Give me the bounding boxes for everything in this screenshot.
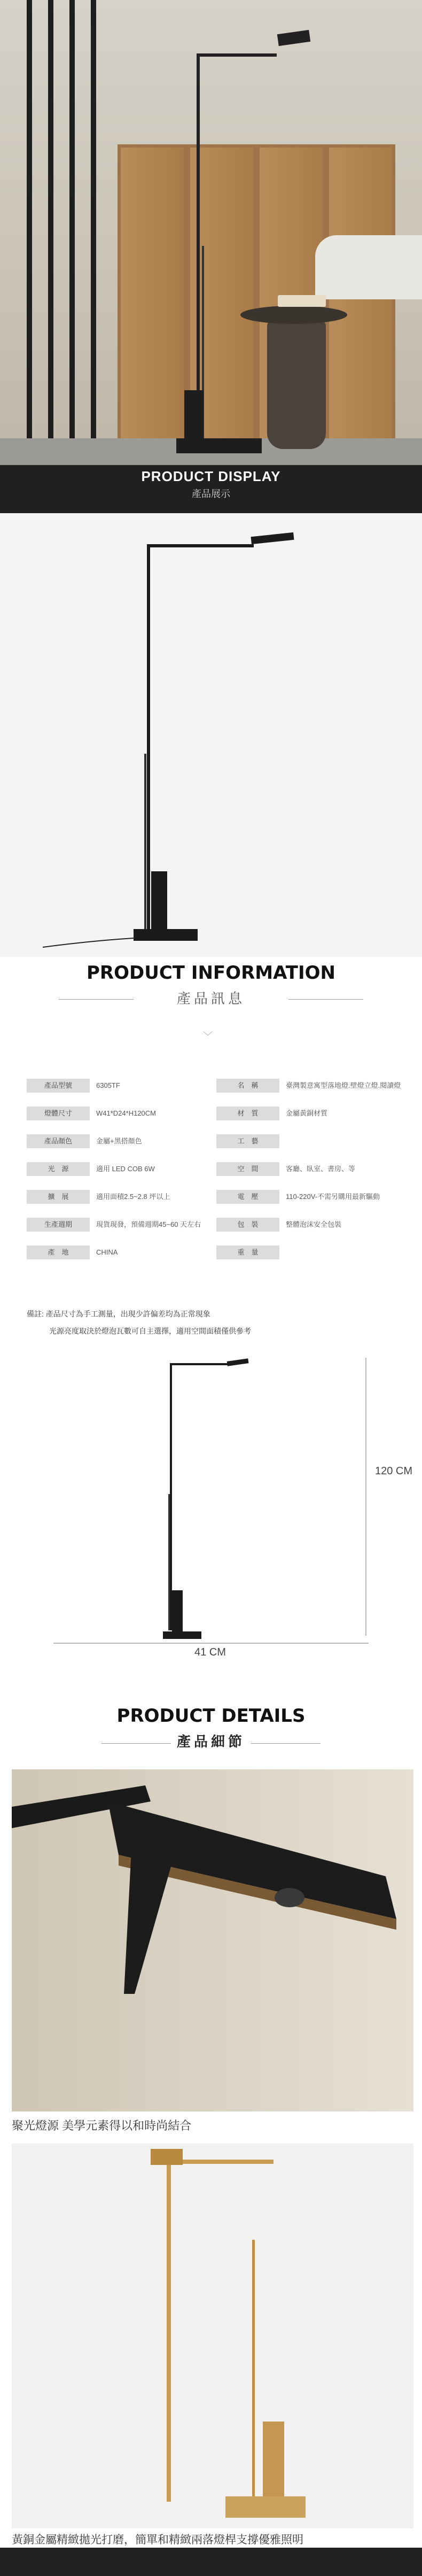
lamp-block [184,390,204,444]
dimension-drawing [0,1336,422,1668]
note-line-2: 光源亮度取決於燈泡瓦數可自主選擇，適用空間面積僅供參考 [49,1327,251,1335]
spec-label: 擴 展 [27,1190,90,1204]
width-dimension: 41 CM [194,1646,226,1658]
spec-label: 生產週期 [27,1218,90,1232]
bed [315,235,422,299]
lamp-base [176,438,262,453]
partition-slat [48,0,53,460]
spec-label: 電 壓 [216,1190,279,1204]
side-table-top [240,306,347,324]
spec-value: W41*D24*H120CM [96,1109,156,1117]
display-subtitle: 產品展示 [192,489,230,499]
spec-value: 適用面積2.5~2.8 坪以上 [96,1193,170,1201]
spec-table [27,1079,401,1293]
details-title: PRODUCT DETAILS [116,1705,306,1727]
partition-slat [91,0,96,460]
wood-panel [118,144,187,444]
detail-caption-2: 黃銅金屬精緻拋光打磨，簡單和精緻兩落燈桿支撐優雅照明 [12,2534,303,2546]
spec-value: 整體泡沫安全包裝 [286,1220,342,1228]
footer-bar [0,2548,422,2576]
spec-value: 現貨現發，預備週期45~60 天左右 [96,1220,201,1228]
info-subtitle: 產品訊息 [176,991,245,1007]
side-table [267,321,326,449]
info-title: PRODUCT INFORMATION [87,962,335,984]
detail-photo-lamp-head [12,1769,413,2111]
spec-label: 包 裝 [216,1218,279,1232]
product-photo [0,513,422,957]
detail-photo-brass-lamp [12,2144,413,2528]
lamp-arm [197,53,277,57]
lamp-pole [197,53,200,449]
hero-photo [0,0,422,465]
chevron-down-icon: ﹀ [203,1031,213,1042]
spec-label: 產品型號 [27,1079,90,1093]
spec-label: 工 藝 [216,1134,279,1148]
spec-label: 材 質 [216,1107,279,1120]
spec-value: 110-220V-不需另購用最新驅動 [286,1193,380,1201]
spec-label: 重 量 [216,1246,279,1259]
display-title: PRODUCT DISPLAY [141,468,281,484]
partition-slat [69,0,75,460]
spec-value: 適用 LED COB 6W [96,1165,155,1173]
spec-label: 燈體尺寸 [27,1107,90,1120]
spec-label: 產品顏色 [27,1134,90,1148]
book [278,295,326,307]
partition-slat [27,0,32,460]
lamp-illustration [0,513,422,957]
spec-value: 客廳、臥室、書房、等 [286,1165,356,1173]
display-banner [0,465,422,513]
height-dimension: 120 CM [375,1465,413,1477]
spec-value: 6305TF [96,1081,120,1089]
spec-label: 產 地 [27,1246,90,1259]
details-subtitle: 產品細節 [176,1734,245,1750]
spec-value: 金屬+黑搭顏色 [96,1137,142,1145]
spec-label: 名 稱 [216,1079,279,1093]
note-line-1: 備註: 產品尺寸為手工測量，出現少許偏差均為正常現象 [27,1310,210,1318]
spec-value: CHINA [96,1248,118,1256]
spec-value: 金屬黃銅材質 [286,1109,328,1117]
spec-label: 光 源 [27,1162,90,1176]
spec-label: 空 間 [216,1162,279,1176]
detail-caption-1: 聚光燈源 美學元素得以和時尚結合 [12,2119,192,2132]
spec-value: 臺灣製意寓型落地燈.壁燈立燈.閱讀燈 [286,1081,401,1089]
